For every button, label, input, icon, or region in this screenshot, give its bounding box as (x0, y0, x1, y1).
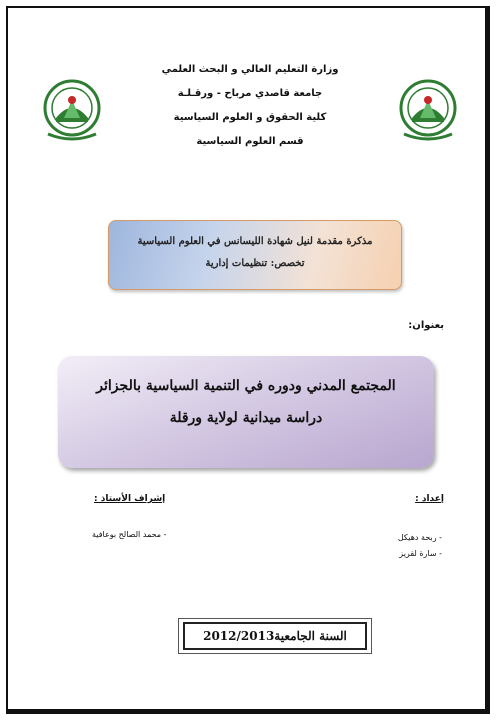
university-name: جامعة قاصدي مرباح - ورقـلـة (177, 88, 323, 99)
students-list (398, 530, 442, 562)
faculty-name: كلية الحقوق و العلوم السياسية (173, 112, 327, 123)
department-name: قسم العلوم السياسية (196, 136, 304, 147)
ministry-name: وزارة التعليم العالي و البحث العلمي (161, 64, 339, 75)
student-name: - ربحة دهيكل (397, 533, 442, 542)
title-line-2: دراسة ميدانية لولاية ورقلة (169, 410, 323, 426)
memo-box (108, 220, 402, 290)
supervision-label: إشراف الأستاذ : (94, 494, 166, 504)
academic-year: السنة الجامعية2012/2013 (183, 622, 367, 650)
memo-line-2: تخصص: تنظيمات إدارية (205, 258, 305, 269)
title-line-1: المجتمع المدني ودوره في التنمية السياسية بالجزائر (96, 378, 396, 394)
institution-header (0, 58, 500, 154)
supervisor-name: - محمد الصالح بوعافية (92, 530, 167, 539)
title-label: بعنوان: (408, 320, 444, 331)
student-name: - سارة لقريز (399, 549, 442, 558)
title-box (58, 356, 434, 468)
preparation-label: إعداد : (415, 494, 444, 504)
memo-line-1: مذكرة مقدمة لنيل شهادة الليسانس في العلوم السياسية (137, 236, 373, 247)
